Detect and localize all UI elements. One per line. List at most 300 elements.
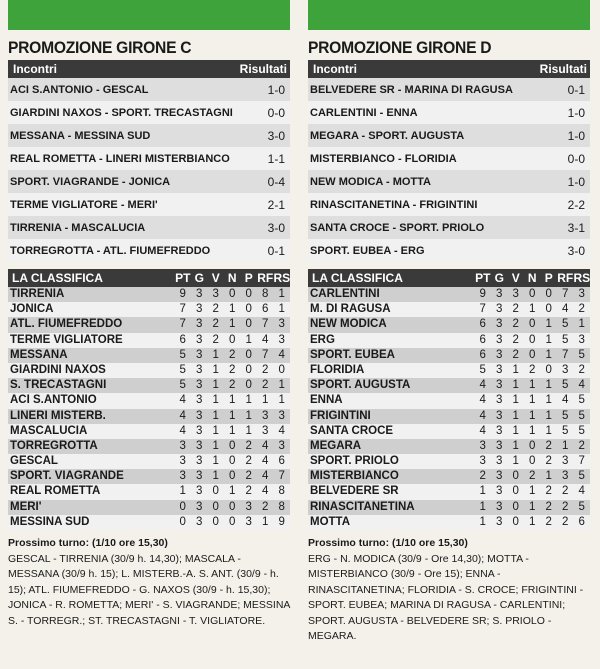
- cell-v: 1: [512, 409, 519, 422]
- match-teams: ACI S.ANTONIO - GESCAL: [10, 83, 149, 96]
- cell-p: 2: [545, 485, 552, 498]
- cell-rs: 5: [578, 470, 585, 483]
- col-pt: PT: [475, 271, 491, 285]
- cell-rs: 3: [278, 409, 285, 422]
- match-teams: RINASCITANETINA - FRIGINTINI: [310, 198, 478, 211]
- cell-v: 3: [212, 288, 219, 300]
- match-row: [308, 193, 590, 216]
- cell-rf: 1: [262, 515, 269, 528]
- cell-v: 1: [212, 348, 219, 361]
- cell-rs: 2: [578, 439, 585, 452]
- cell-rf: 4: [262, 470, 269, 483]
- cell-team-name: GIARDINI NAXOS: [10, 363, 106, 376]
- cell-g: 3: [496, 363, 503, 376]
- cell-rs: 5: [578, 394, 585, 407]
- cell-v: 0: [212, 500, 219, 513]
- cell-pt: 3: [479, 455, 486, 468]
- cell-team-name: TORREGROTTA: [10, 439, 98, 452]
- cell-pt: 1: [479, 515, 486, 528]
- cell-rf: 5: [562, 333, 569, 346]
- cell-pt: 1: [479, 485, 486, 498]
- cell-p: 1: [545, 379, 552, 392]
- cell-v: 0: [512, 515, 519, 528]
- cell-g: 3: [496, 303, 503, 316]
- cell-rf: 8: [262, 288, 269, 300]
- cell-rf: 1: [262, 394, 269, 407]
- match-teams: GIARDINI NAXOS - SPORT. TRECASTAGNI: [10, 106, 233, 119]
- cell-rf: 4: [262, 333, 269, 346]
- cell-p: 0: [245, 318, 252, 331]
- cell-v: 1: [212, 424, 219, 437]
- cell-rs: 3: [578, 288, 585, 300]
- cell-v: 1: [512, 363, 519, 376]
- cell-v: 2: [512, 303, 519, 316]
- cell-n: 2: [229, 348, 236, 361]
- cell-rf: 6: [262, 303, 269, 316]
- cell-g: 3: [496, 318, 503, 331]
- match-result: 3-0: [267, 128, 285, 143]
- cell-rf: 4: [262, 485, 269, 498]
- cell-v: 0: [512, 470, 519, 483]
- match-result: 1-1: [267, 151, 285, 166]
- results-header-label: Risultati: [539, 62, 587, 76]
- cell-n: 1: [229, 303, 236, 316]
- match-result: 1-0: [567, 105, 585, 120]
- cell-rf: 7: [262, 348, 269, 361]
- cell-g: 3: [196, 379, 203, 392]
- match-teams: MISTERBIANCO - FLORIDIA: [310, 152, 457, 165]
- match-row: [308, 170, 590, 193]
- cell-g: 3: [496, 379, 503, 392]
- cell-p: 2: [245, 439, 252, 452]
- cell-g: 3: [196, 515, 203, 528]
- cell-v: 1: [212, 379, 219, 392]
- cell-g: 3: [496, 470, 503, 483]
- match-row: [8, 170, 290, 193]
- standings-row: [8, 454, 290, 469]
- cell-team-name: CARLENTINI: [310, 288, 380, 300]
- cell-g: 3: [496, 424, 503, 437]
- cell-g: 3: [496, 394, 503, 407]
- cell-rs: 7: [578, 455, 585, 468]
- cell-pt: 6: [479, 348, 486, 361]
- cell-team-name: SPORT. EUBEA: [310, 348, 395, 361]
- cell-v: 1: [512, 379, 519, 392]
- cell-v: 0: [212, 515, 219, 528]
- match-result: 2-1: [267, 197, 285, 212]
- cell-rf: 7: [562, 288, 569, 300]
- col-n: N: [527, 271, 537, 285]
- cell-p: 3: [245, 500, 252, 513]
- cell-rf: 2: [562, 500, 569, 513]
- cell-team-name: LINERI MISTERB.: [10, 409, 106, 422]
- standings-row: [308, 363, 590, 378]
- cell-p: 2: [545, 500, 552, 513]
- cell-g: 3: [196, 485, 203, 498]
- cell-p: 0: [545, 363, 552, 376]
- col-v: V: [211, 271, 220, 285]
- match-teams: CARLENTINI - ENNA: [310, 106, 418, 119]
- standings-row: [308, 409, 590, 424]
- cell-n: 1: [229, 409, 236, 422]
- standings-row: [308, 515, 590, 530]
- standings-header: [308, 269, 590, 287]
- matches-header: [308, 60, 590, 78]
- cell-g: 3: [196, 470, 203, 483]
- cell-n: 0: [229, 515, 236, 528]
- cell-v: 0: [512, 485, 519, 498]
- match-teams: SPORT. EUBEA - ERG: [310, 244, 425, 257]
- cell-pt: 4: [479, 379, 486, 392]
- cell-pt: 3: [479, 439, 486, 452]
- match-result: 1-0: [267, 82, 285, 97]
- matches-header-label: Incontri: [13, 62, 57, 76]
- next-round-fixtures: GESCAL - TIRRENIA (30/9 h. 14,30); MASCALA - MESSANA (30/9 h. 15); L. MISTERB.-A. S. ANT. (30/9 - h. 15); ATL. FIUMEFREDDO - G. NAXOS (30/9 - h. 15,30); JONICA - R. ROMETTA; MERI' - S. VIAGRANDE; MESSINA S. - TORREGR.; ST. TRECASTAGNI - T. VIGLIATORE.: [8, 552, 290, 627]
- standings-row: [8, 287, 290, 302]
- cell-team-name: SPORT. PRIOLO: [310, 455, 399, 468]
- cell-rf: 7: [562, 348, 569, 361]
- cell-p: 1: [545, 470, 552, 483]
- match-result: 1-0: [567, 128, 585, 143]
- cell-p: 1: [245, 394, 252, 407]
- cell-v: 1: [212, 470, 219, 483]
- standings-row: [308, 439, 590, 454]
- cell-pt: 0: [179, 515, 186, 528]
- cell-p: 1: [245, 333, 252, 346]
- cell-g: 3: [196, 363, 203, 376]
- match-row: [308, 216, 590, 239]
- next-round-date: (1/10 ore 15,30): [392, 537, 468, 549]
- cell-v: 1: [512, 439, 519, 452]
- match-teams: TORREGROTTA - ATL. FIUMEFREDDO: [10, 244, 211, 257]
- standings-row: [308, 287, 590, 302]
- cell-v: 1: [512, 394, 519, 407]
- cell-n: 0: [229, 470, 236, 483]
- cell-team-name: ATL. FIUMEFREDDO: [10, 318, 123, 331]
- match-row: [8, 101, 290, 124]
- cell-team-name: MESSANA: [10, 348, 68, 361]
- standings-row: [308, 317, 590, 332]
- cell-rs: 2: [578, 303, 585, 316]
- match-row: [8, 124, 290, 147]
- col-g: G: [194, 271, 204, 285]
- standings-row: [308, 500, 590, 515]
- cell-p: 1: [545, 409, 552, 422]
- cell-team-name: MERI': [10, 500, 42, 513]
- match-teams: MESSANA - MESSINA SUD: [10, 129, 151, 142]
- cell-pt: 5: [479, 363, 486, 376]
- match-teams: BELVEDERE SR - MARINA DI RAGUSA: [310, 83, 513, 96]
- cell-v: 2: [512, 333, 519, 346]
- cell-team-name: S. TRECASTAGNI: [10, 379, 107, 392]
- col-rf: RF: [557, 271, 574, 285]
- cell-g: 3: [196, 409, 203, 422]
- match-teams: TIRRENIA - MASCALUCIA: [10, 221, 146, 234]
- standings-row: [8, 409, 290, 424]
- cell-rs: 1: [278, 394, 285, 407]
- cell-rf: 1: [562, 439, 569, 452]
- cell-rs: 1: [278, 379, 285, 392]
- cell-team-name: MISTERBIANCO: [310, 470, 399, 483]
- cell-g: 3: [196, 318, 203, 331]
- cell-p: 0: [245, 348, 252, 361]
- cell-p: 1: [545, 394, 552, 407]
- cell-n: 1: [229, 424, 236, 437]
- cell-n: 1: [529, 394, 536, 407]
- match-teams: MEGARA - SPORT. AUGUSTA: [310, 129, 465, 142]
- cell-team-name: ENNA: [310, 394, 343, 407]
- match-row: [8, 239, 290, 262]
- girone-d-column: [308, 0, 590, 645]
- cell-team-name: FLORIDIA: [310, 363, 365, 376]
- standings-row: [8, 469, 290, 484]
- cell-v: 2: [512, 348, 519, 361]
- standings-row: [308, 469, 590, 484]
- cell-rf: 2: [262, 500, 269, 513]
- cell-team-name: JONICA: [10, 303, 54, 316]
- match-row: [8, 147, 290, 170]
- cell-rs: 5: [578, 348, 585, 361]
- cell-g: 3: [196, 500, 203, 513]
- standings-row: [8, 500, 290, 515]
- cell-rs: 8: [278, 500, 285, 513]
- match-result: 0-1: [567, 82, 585, 97]
- matches-list: [8, 78, 290, 262]
- cell-rf: 4: [562, 394, 569, 407]
- match-result: 3-0: [267, 220, 285, 235]
- cell-n: 0: [529, 348, 536, 361]
- cell-rs: 7: [278, 470, 285, 483]
- cell-pt: 9: [479, 288, 486, 300]
- cell-team-name: NEW MODICA: [310, 318, 387, 331]
- standings-row: [8, 393, 290, 408]
- cell-p: 3: [245, 515, 252, 528]
- match-teams: NEW MODICA - MOTTA: [310, 175, 431, 188]
- cell-rf: 3: [562, 455, 569, 468]
- cell-p: 0: [545, 288, 552, 300]
- cell-rf: 5: [562, 379, 569, 392]
- cell-rs: 1: [278, 288, 285, 300]
- cell-pt: 5: [179, 363, 186, 376]
- match-teams: SPORT. VIAGRANDE - JONICA: [10, 175, 171, 188]
- match-teams: REAL ROMETTA - LINERI MISTERBIANCO: [10, 152, 230, 165]
- cell-n: 0: [229, 500, 236, 513]
- next-round-date: (1/10 ore 15,30): [92, 537, 168, 549]
- cell-g: 3: [496, 500, 503, 513]
- cell-team-name: ACI S.ANTONIO: [10, 394, 97, 407]
- cell-team-name: SANTA CROCE: [310, 424, 394, 437]
- match-row: [8, 216, 290, 239]
- standings-row: [308, 424, 590, 439]
- cell-g: 3: [496, 515, 503, 528]
- cell-pt: 4: [179, 394, 186, 407]
- cell-pt: 3: [179, 470, 186, 483]
- cell-p: 1: [245, 409, 252, 422]
- match-row: [8, 78, 290, 101]
- cell-pt: 0: [179, 500, 186, 513]
- cell-team-name: M. DI RAGUSA: [310, 303, 391, 316]
- cell-rf: 2: [562, 485, 569, 498]
- standings-row: [8, 484, 290, 499]
- cell-n: 0: [529, 333, 536, 346]
- cell-pt: 3: [179, 455, 186, 468]
- match-result: 0-4: [267, 174, 285, 189]
- standings-row: [308, 484, 590, 499]
- cell-pt: 5: [179, 348, 186, 361]
- cell-n: 0: [529, 455, 536, 468]
- match-result: 0-0: [567, 151, 585, 166]
- cell-n: 1: [529, 485, 536, 498]
- cell-rs: 6: [278, 455, 285, 468]
- cell-n: 2: [529, 363, 536, 376]
- section-title: PROMOZIONE GIRONE D: [308, 38, 492, 57]
- cell-n: 1: [529, 303, 536, 316]
- cell-v: 1: [212, 363, 219, 376]
- cell-pt: 6: [479, 318, 486, 331]
- cell-p: 0: [245, 303, 252, 316]
- cell-rs: 5: [578, 409, 585, 422]
- standings-row: [8, 333, 290, 348]
- cell-pt: 6: [179, 333, 186, 346]
- standings-row: [8, 302, 290, 317]
- cell-n: 2: [229, 379, 236, 392]
- cell-pt: 3: [179, 439, 186, 452]
- cell-g: 3: [496, 288, 503, 300]
- cell-rf: 2: [562, 515, 569, 528]
- cell-n: 1: [529, 409, 536, 422]
- standings-row: [8, 317, 290, 332]
- cell-team-name: ERG: [310, 333, 335, 346]
- cell-rf: 5: [562, 409, 569, 422]
- standings-row: [308, 393, 590, 408]
- cell-rs: 4: [278, 348, 285, 361]
- cell-g: 3: [196, 288, 203, 300]
- cell-p: 2: [545, 455, 552, 468]
- cell-n: 0: [229, 288, 236, 300]
- cell-g: 3: [496, 439, 503, 452]
- cell-p: 2: [545, 439, 552, 452]
- cell-rf: 5: [562, 424, 569, 437]
- cell-pt: 7: [179, 318, 186, 331]
- cell-p: 1: [245, 424, 252, 437]
- standings-row: [308, 348, 590, 363]
- cell-g: 3: [196, 333, 203, 346]
- col-v: V: [511, 271, 520, 285]
- cell-rf: 2: [262, 379, 269, 392]
- cell-rs: 4: [578, 485, 585, 498]
- cell-v: 2: [512, 318, 519, 331]
- match-row: [308, 101, 590, 124]
- cell-rs: 5: [578, 424, 585, 437]
- cell-v: 0: [212, 485, 219, 498]
- col-g: G: [494, 271, 504, 285]
- cell-rs: 0: [278, 363, 285, 376]
- standings-header: [8, 269, 290, 287]
- next-round-label: Prossimo turno:: [308, 537, 390, 549]
- cell-n: 1: [229, 394, 236, 407]
- match-result: 2-2: [567, 197, 585, 212]
- cell-pt: 9: [179, 288, 186, 300]
- cell-g: 3: [196, 455, 203, 468]
- cell-n: 1: [229, 318, 236, 331]
- cell-n: 1: [529, 515, 536, 528]
- cell-g: 3: [196, 394, 203, 407]
- standings-row: [308, 378, 590, 393]
- col-p: P: [244, 271, 253, 285]
- cell-g: 3: [496, 409, 503, 422]
- section-title: PROMOZIONE GIRONE C: [8, 38, 192, 57]
- cell-g: 3: [196, 424, 203, 437]
- cell-pt: 7: [179, 303, 186, 316]
- cell-team-name: TIRRENIA: [10, 288, 65, 300]
- match-teams: TERME VIGLIATORE - MERI': [10, 198, 158, 211]
- cell-n: 0: [529, 288, 536, 300]
- cell-team-name: TERME VIGLIATORE: [10, 333, 123, 346]
- standings-title: LA CLASSIFICA: [12, 271, 103, 285]
- cell-team-name: MASCALUCIA: [10, 424, 88, 437]
- cell-rf: 5: [562, 318, 569, 331]
- cell-p: 1: [545, 348, 552, 361]
- cell-pt: 5: [179, 379, 186, 392]
- cell-p: 0: [245, 379, 252, 392]
- cell-rs: 1: [278, 303, 285, 316]
- cell-v: 2: [212, 303, 219, 316]
- cell-pt: 1: [179, 485, 186, 498]
- cell-p: 1: [545, 333, 552, 346]
- cell-rs: 6: [578, 515, 585, 528]
- cell-team-name: SPORT. AUGUSTA: [310, 379, 411, 392]
- cell-v: 2: [212, 318, 219, 331]
- match-result: 0-0: [267, 105, 285, 120]
- cell-team-name: SPORT. VIAGRANDE: [10, 470, 124, 483]
- cell-n: 0: [229, 439, 236, 452]
- standings-row: [8, 424, 290, 439]
- cell-g: 3: [496, 348, 503, 361]
- col-rs: RS: [573, 271, 591, 285]
- cell-rf: 4: [262, 439, 269, 452]
- standings-row: [8, 439, 290, 454]
- cell-p: 2: [245, 455, 252, 468]
- cell-p: 2: [245, 470, 252, 483]
- cell-n: 0: [529, 439, 536, 452]
- cell-n: 0: [529, 318, 536, 331]
- match-result: 3-0: [567, 243, 585, 258]
- match-row: [308, 124, 590, 147]
- cell-team-name: MESSINA SUD: [10, 515, 90, 528]
- cell-g: 3: [496, 455, 503, 468]
- cell-pt: 6: [479, 333, 486, 346]
- match-row: [308, 147, 590, 170]
- col-p: P: [544, 271, 553, 285]
- cell-n: 0: [229, 455, 236, 468]
- cell-n: 1: [529, 500, 536, 513]
- match-result: 1-0: [567, 174, 585, 189]
- cell-rf: 4: [562, 303, 569, 316]
- cell-team-name: REAL ROMETTA: [10, 485, 101, 498]
- cell-team-name: MOTTA: [310, 515, 351, 528]
- cell-p: 1: [545, 318, 552, 331]
- cell-rf: 3: [262, 424, 269, 437]
- standings-title: LA CLASSIFICA: [312, 271, 403, 285]
- standings-row: [8, 363, 290, 378]
- cell-p: 0: [245, 363, 252, 376]
- match-result: 0-1: [267, 243, 285, 258]
- standings-row: [308, 454, 590, 469]
- cell-v: 1: [212, 394, 219, 407]
- cell-pt: 4: [479, 409, 486, 422]
- col-n: N: [227, 271, 237, 285]
- col-pt: PT: [175, 271, 191, 285]
